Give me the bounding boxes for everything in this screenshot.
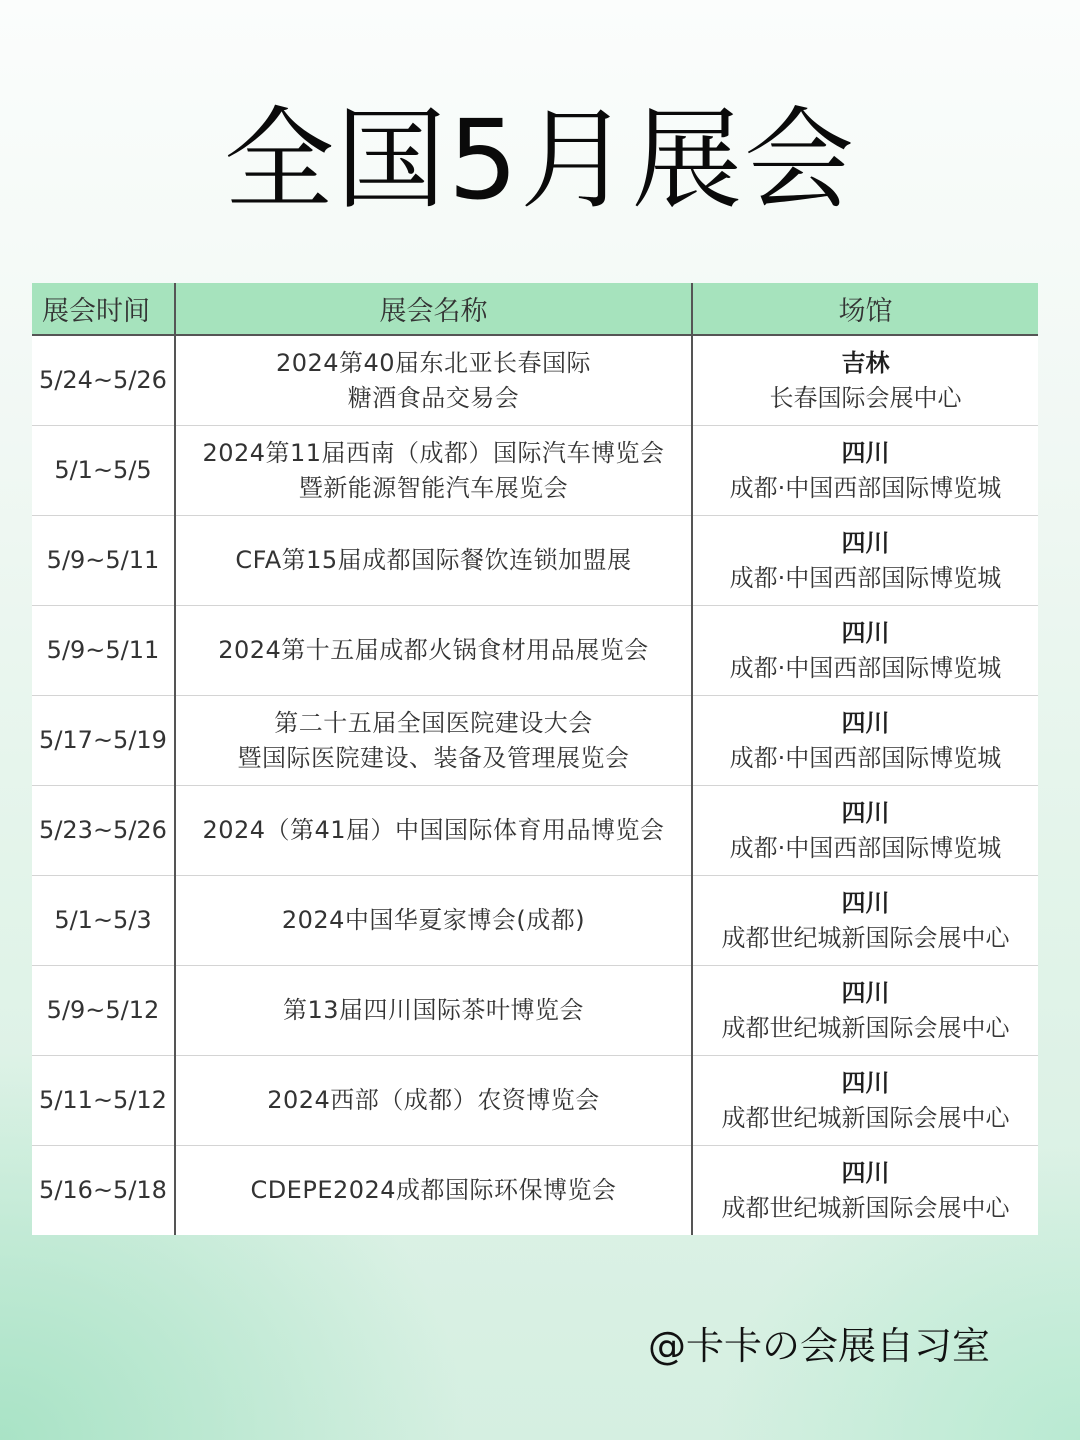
- exhibition-name-line: CFA第15届成都国际餐饮连锁加盟展: [235, 546, 632, 574]
- table-row: [32, 876, 1038, 966]
- exhibition-name-line: 2024（第41届）中国国际体育用品博览会: [202, 816, 665, 844]
- cell-exhibition-name: [175, 516, 692, 606]
- cell-venue: [692, 696, 1038, 786]
- exhibition-name-line: 2024西部（成都）农资博览会: [267, 1086, 600, 1114]
- exhibition-name-line: 第13届四川国际茶叶博览会: [282, 996, 585, 1024]
- table-row: [32, 786, 1038, 876]
- cell-exhibition-name: [175, 966, 692, 1056]
- cell-date: 5/9~5/12: [32, 966, 175, 1056]
- table-header-row: [32, 283, 1038, 335]
- cell-venue: [692, 426, 1038, 516]
- cell-date: 5/11~5/12: [32, 1056, 175, 1146]
- cell-venue: [692, 966, 1038, 1056]
- header-name: 展会名称: [175, 283, 692, 335]
- venue-name: 成都世纪城新国际会展中心: [721, 1193, 1010, 1222]
- cell-date: 5/17~5/19: [32, 696, 175, 786]
- exhibition-name-line: 2024第十五届成都火锅食材用品展览会: [218, 636, 649, 664]
- cell-date: 5/1~5/5: [32, 426, 175, 516]
- cell-venue: [692, 786, 1038, 876]
- cell-date: 5/9~5/11: [32, 516, 175, 606]
- exhibition-name-line: 第二十五届全国医院建设大会: [274, 708, 593, 737]
- cell-exhibition-name: [175, 606, 692, 696]
- exhibition-table: [32, 283, 1038, 1235]
- venue-province: 吉林: [841, 348, 890, 377]
- table-row: [32, 606, 1038, 696]
- venue-province: 四川: [841, 798, 890, 827]
- venue-province: 四川: [841, 1158, 890, 1187]
- cell-exhibition-name: [175, 696, 692, 786]
- venue-province: 四川: [841, 888, 890, 917]
- cell-exhibition-name: [175, 335, 692, 426]
- cell-exhibition-name: [175, 786, 692, 876]
- venue-province: 四川: [841, 438, 890, 467]
- table-row: [32, 426, 1038, 516]
- venue-province: 四川: [841, 528, 890, 557]
- exhibition-name-line: 2024第11届西南（成都）国际汽车博览会: [202, 438, 665, 467]
- exhibition-name-line: 暨新能源智能汽车展览会: [298, 473, 569, 502]
- venue-province: 四川: [841, 978, 890, 1007]
- exhibition-name-line: 2024第40届东北亚长春国际: [275, 348, 592, 377]
- cell-venue: [692, 606, 1038, 696]
- venue-province: 四川: [841, 1068, 890, 1097]
- cell-exhibition-name: [175, 876, 692, 966]
- page-title: 全国5月展会: [224, 96, 856, 224]
- author-watermark: @卡卡の会展自习室: [648, 1324, 991, 1368]
- header-date: 展会时间: [32, 283, 175, 335]
- cell-exhibition-name: [175, 1146, 692, 1236]
- cell-date: 5/9~5/11: [32, 606, 175, 696]
- cell-date: 5/1~5/3: [32, 876, 175, 966]
- cell-venue: [692, 1056, 1038, 1146]
- cell-exhibition-name: [175, 1056, 692, 1146]
- cell-venue: [692, 516, 1038, 606]
- venue-name: 成都·中国西部国际博览城: [729, 473, 1002, 502]
- cell-date: 5/16~5/18: [32, 1146, 175, 1236]
- cell-venue: [692, 1146, 1038, 1236]
- cell-venue: [692, 876, 1038, 966]
- venue-name: 成都·中国西部国际博览城: [729, 743, 1002, 772]
- cell-date: 5/23~5/26: [32, 786, 175, 876]
- cell-date: 5/24~5/26: [32, 335, 175, 426]
- venue-name: 成都·中国西部国际博览城: [729, 653, 1002, 682]
- venue-name: 长春国际会展中心: [769, 383, 962, 412]
- venue-name: 成都世纪城新国际会展中心: [721, 1013, 1010, 1042]
- exhibition-name-line: CDEPE2024成都国际环保博览会: [250, 1176, 617, 1204]
- venue-name: 成都世纪城新国际会展中心: [721, 923, 1010, 952]
- venue-name: 成都·中国西部国际博览城: [729, 833, 1002, 862]
- header-venue: 场馆: [692, 283, 1038, 335]
- cell-venue: [692, 335, 1038, 426]
- table-row: [32, 696, 1038, 786]
- venue-province: 四川: [841, 618, 890, 647]
- exhibition-name-line: 糖酒食品交易会: [347, 383, 520, 412]
- venue-name: 成都·中国西部国际博览城: [729, 563, 1002, 592]
- exhibition-name-line: 暨国际医院建设、装备及管理展览会: [237, 743, 630, 772]
- table-row: [32, 966, 1038, 1056]
- table-row: [32, 1056, 1038, 1146]
- exhibition-name-line: 2024中国华夏家博会(成都): [281, 906, 586, 934]
- table-row: [32, 335, 1038, 426]
- venue-name: 成都世纪城新国际会展中心: [721, 1103, 1010, 1132]
- table-row: [32, 516, 1038, 606]
- venue-province: 四川: [841, 708, 890, 737]
- table-row: [32, 1146, 1038, 1236]
- cell-exhibition-name: [175, 426, 692, 516]
